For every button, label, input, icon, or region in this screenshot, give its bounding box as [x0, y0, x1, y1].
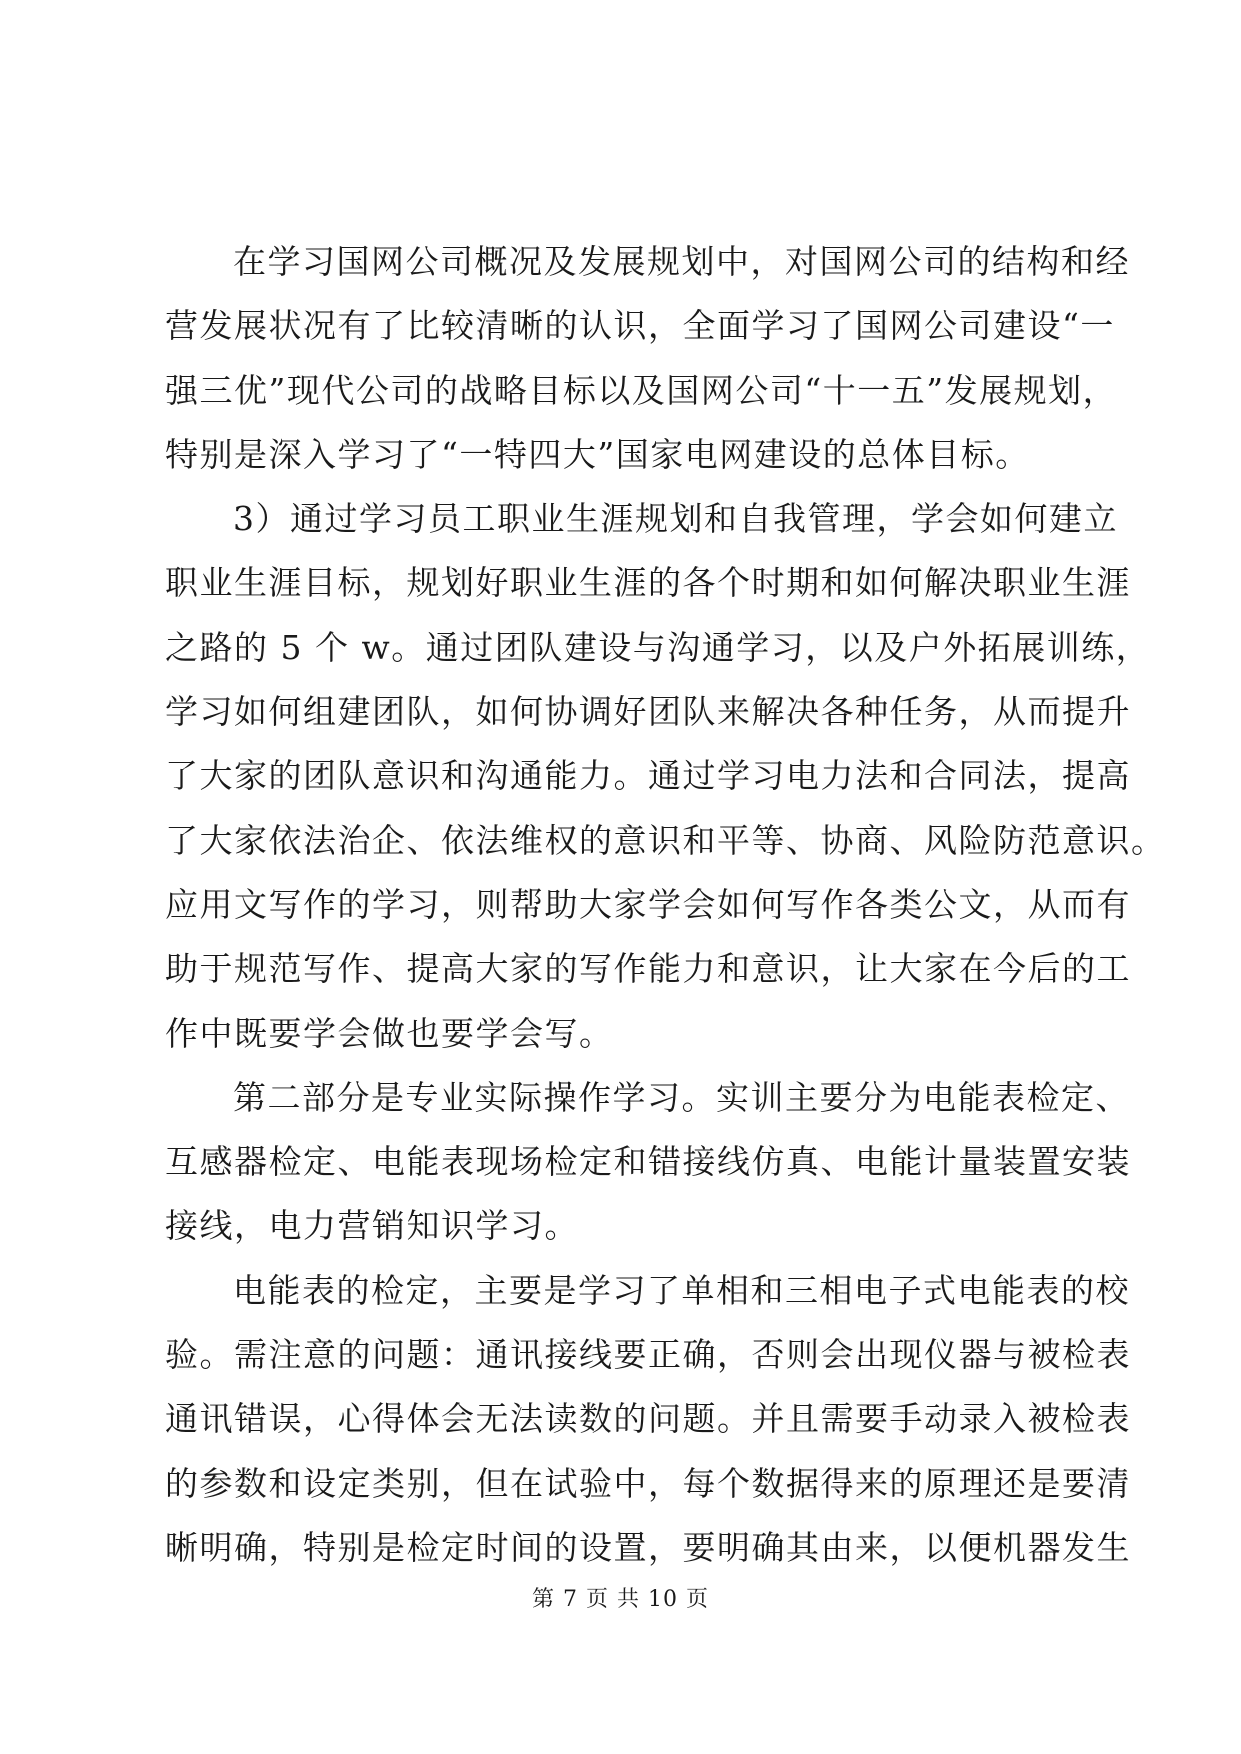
paragraph-2: [165, 487, 1166, 1066]
text-line: 强三优”现代公司的战略目标以及国网公司“十一五”发展规划，: [165, 370, 1118, 410]
text-line: 第二部分是专业实际操作学习。实训主要分为电能表检定、: [233, 1077, 1130, 1117]
text-line: 之路的 5 个 w。通过团队建设与沟通学习，以及户外拓展训练，: [165, 627, 1151, 667]
text-line: 了大家的团队意识和沟通能力。通过学习电力法和合同法，提高: [165, 756, 1131, 796]
text-line: 接线，电力营销知识学习。: [165, 1206, 579, 1246]
body-text: [165, 230, 1166, 1580]
paragraph-1: [165, 230, 1130, 487]
page-number-footer: 第 7 页 共 10 页: [532, 1587, 709, 1612]
text-line: 学习如何组建团队，如何协调好团队来解决各种任务，从而提升: [165, 692, 1131, 732]
text-line: 特别是深入学习了“一特四大”国家电网建设的总体目标。: [165, 434, 1030, 474]
text-line: 验。需注意的问题：通讯接线要正确，否则会出现仪器与被检表: [165, 1335, 1131, 1375]
text-line: 晰明确，特别是检定时间的设置，要明确其由来，以便机器发生: [165, 1527, 1131, 1567]
paragraph-4: [165, 1259, 1131, 1580]
text-line: 助于规范写作、提高大家的写作能力和意识，让大家在今后的工: [165, 949, 1131, 989]
text-line: 应用文写作的学习，则帮助大家学会如何写作各类公文，从而有: [165, 884, 1131, 924]
text-line: 电能表的检定，主要是学习了单相和三相电子式电能表的校: [233, 1270, 1130, 1310]
text-line: 3）通过学习员工职业生涯规划和自我管理，学会如何建立: [233, 499, 1118, 539]
text-line: 的参数和设定类别，但在试验中，每个数据得来的原理还是要清: [165, 1463, 1131, 1503]
text-line: 互感器检定、电能表现场检定和错接线仿真、电能计量装置安装: [165, 1142, 1131, 1182]
text-line: 营发展状况有了比较清晰的认识，全面学习了国网公司建设“一: [165, 306, 1115, 346]
text-line: 在学习国网公司概况及发展规划中，对国网公司的结构和经: [233, 242, 1130, 281]
text-line: 通讯错误，心得体会无法读数的问题。并且需要手动录入被检表: [165, 1399, 1131, 1439]
paragraph-3: [165, 1066, 1131, 1259]
text-line: 职业生涯目标，规划好职业生涯的各个时期和如何解决职业生涯: [165, 563, 1131, 603]
text-line: 了大家依法治企、依法维权的意识和平等、协商、风险防范意识。: [165, 820, 1166, 860]
text-line: 作中既要学会做也要学会写。: [165, 1013, 614, 1053]
